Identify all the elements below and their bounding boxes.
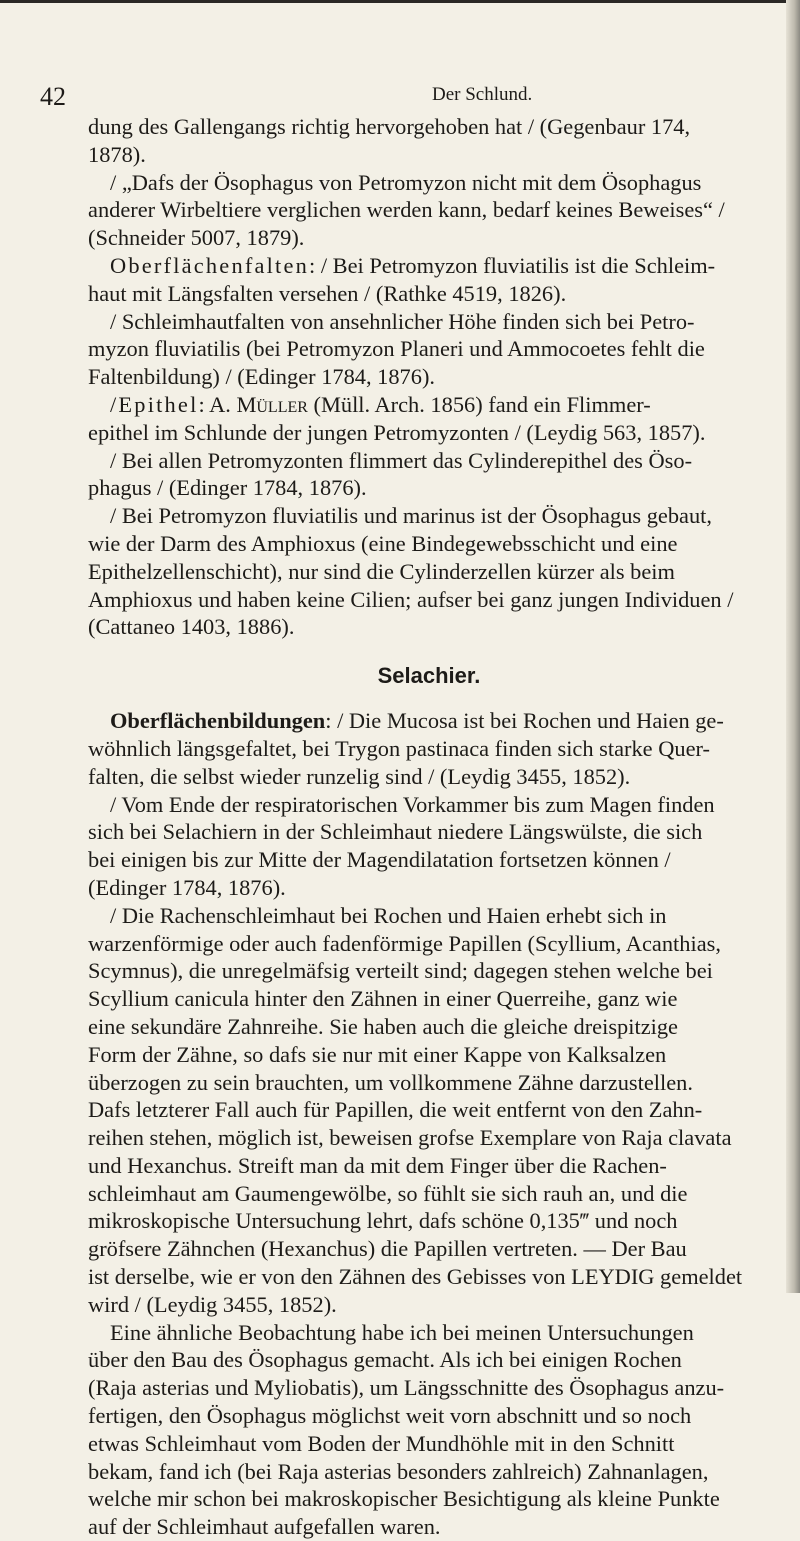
paragraph: dung des Gallengangs richtig hervorgehoben hat / (Gegenbaur 174, 1878). [88,114,691,167]
paragraph: / Schleimhautfalten von ansehnlicher Höhe finden sich bei Petro- myzon fluviatilis (bei Petromyzon Planeri und Ammocoetes fehlt die Faltenbildung) / (Edinger 1784, 1876). [88,308,705,390]
page-number: 42 [40,82,66,111]
spaced-lead: Oberflächenfalten [110,252,310,278]
paragraph: Eine ähnliche Beobachtung habe ich bei meinen Untersuchungen über den Bau des Ösophagus gemacht. Als ich bei einigen Rochen (Raja asterias und Myliobatis), um Längsschnitte des Ösophagus anzu- fertigen, den Ösophagus möglichst weit vorn abschnitt und so noch etwas Schleimhaut vom Boden der Mundhöhle mit in den Schnitt bekam, fand ich (bei Raja asterias besonders zahlreich) Zahnanlagen, welche mir schon bei makroskopischer Besichtigung als kleine Punkte auf der Schleimhaut aufgefallen waren. [88,1319,725,1540]
page-body [88,113,770,1541]
paragraph: / Vom Ende der respiratorischen Vorkammer bis zum Magen finden sich bei Selachiern in der Schleimhaut niedere Längswülste, die sich bei einigen bis zur Mitte der Magendilatation fortsetzen können / (Edinger 1784, 1876). [88,791,715,900]
paragraph: Oberflächenfalten: / Bei Petromyzon fluviatilis ist die Schleim- haut mit Längsfalten versehen / (Rathke 4519, 1826). [88,252,716,306]
paragraph: Oberflächenbildungen: / Die Mucosa ist bei Rochen und Haien ge- wöhnlich längsgefaltet, bei Trygon pastinaca finden sich starke Quer- falten, die selbst wieder runzelig sind / (Leydig 3455, 1852). [88,708,724,789]
bold-lead: Oberflächenbildungen [110,708,326,734]
running-head: Der Schlund. [432,84,533,105]
paragraph: / Die Rachenschleimhaut bei Rochen und Haien erhebt sich in warzenförmige oder auch fadenförmige Papillen (Scyllium, Acanthias, Scymnus), die unregelmäfsig verteilt sind; dagegen stehen welche bei Scyllium canicula hinter den Zähnen in einer Querreihe, ganz wie eine sekundäre Zahnreihe. Sie haben auch die gleiche dreispitzige Form der Zähne, so dafs sie nur mit einer Kappe von Kalksalzen überzogen zu sein brauchten, um vollkommene Zähne darzustellen. Dafs letzterer Fall auch für Papillen, die weit entfernt von den Zahn- reihen stehen, möglich ist, beweisen grofse Exemplare von Raja clavata und Hexanchus. Streift man da mit dem Finger über die Rachen- schleimhaut am Gaumengewölbe, so fühlt sie sich rauh an, und die mikroskopische Untersuchung lehrt, dafs schöne 0,135‴ und noch gröfsere Zähnchen (Hexanchus) die Papillen vertreten. — Der Bau ist derselbe, wie er von den Zähnen des Gebisses von LEYDIG gemeldet wird / (Leydig 3455, 1852). [88,902,743,1317]
paragraph: / Bei allen Petromyzonten flimmert das Cylinderepithel des Öso- phagus / (Edinger 1784, 1876). [88,447,693,501]
author-name: Müller [236,391,308,417]
spaced-lead: /Epithel [110,391,199,417]
page-top-border [0,0,800,3]
paragraph: / „Dafs der Ösophagus von Petromyzon nicht mit dem Ösophagus anderer Wirbeltiere verglichen werden kann, bedarf keines Beweises“ / (Schneider 5007, 1879). [88,169,725,251]
paragraph: /Epithel: A. Müller (Müll. Arch. 1856) fand ein Flimmer- epithel im Schlunde der jungen Petromyzonten / (Leydig 563, 1857). [88,391,706,445]
section-heading: Selachier. [377,663,481,689]
page-binding-edge [786,0,800,1293]
paragraph: / Bei Petromyzon fluviatilis und marinus ist der Ösophagus gebaut, wie der Darm des Amphioxus (eine Bindegewebsschicht und eine Epithelzellenschicht), nur sind die Cylinderzellen kürzer als beim Amphioxus und haben keine Cilien; aufser bei ganz jungen Individuen / (Cattaneo 1403, 1886). [88,503,734,640]
page-header [40,82,780,111]
